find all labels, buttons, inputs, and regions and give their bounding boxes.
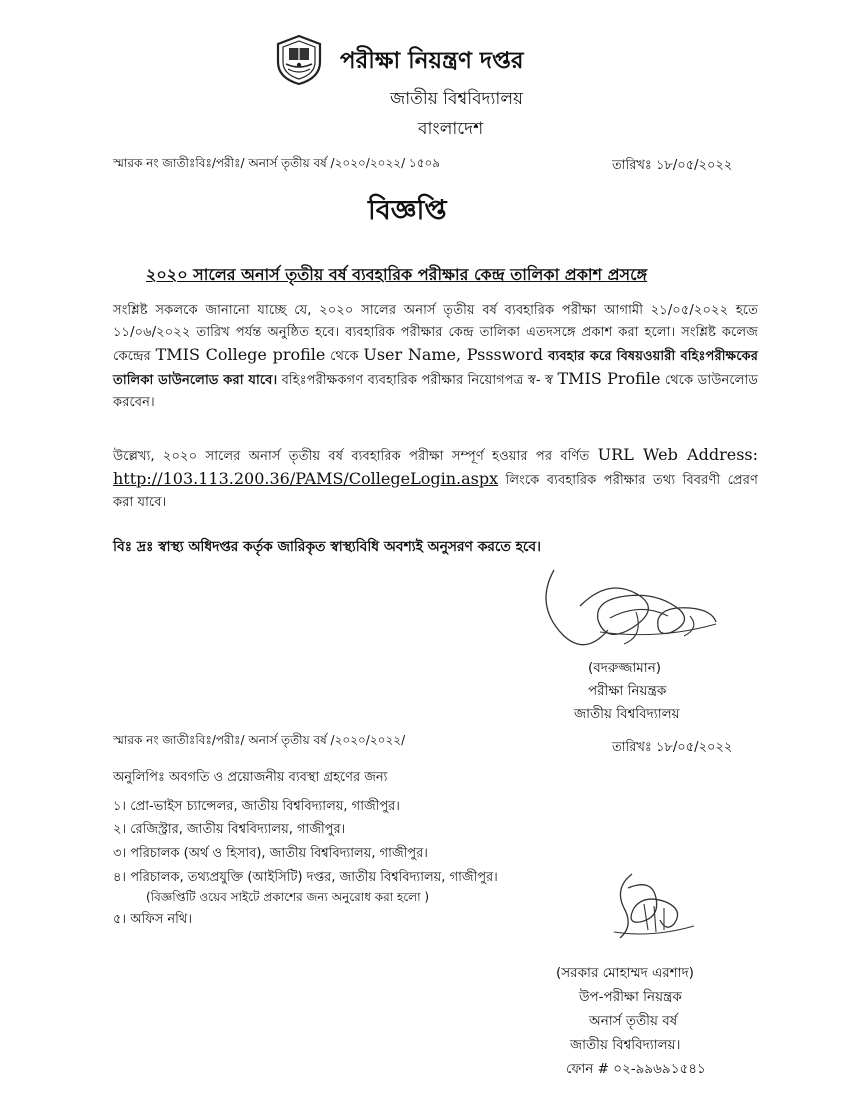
notice-paragraph-2: উল্লেখ্য, ২০২০ সালের অনার্স তৃতীয় বর্ষ ব্যবহারিক পরীক্ষা সম্পূর্ণ হওয়ার পর বর্ণিত URL Web Address: http://103.113.200.36/PAMS/CollegeLogin.aspx লিংকে ব্যবহারিক পরীক্ষার তথ্য বিবরণী প্রেরণ করা যাবে।: [113, 445, 759, 510]
notice-subject: ২০২০ সালের অনার্স তৃতীয় বর্ষ ব্যবহারিক পরীক্ষার কেন্দ্র তালিকা প্রকাশ প্রসঙ্গে: [146, 265, 648, 284]
cc-item: ৫। অফিস নথি।: [113, 912, 192, 927]
signature-icon: [604, 868, 700, 956]
cc-item: ৪। পরিচালক, তথ্যপ্রযুক্তি (আইসিটি) দপ্তর, জাতীয় বিশ্ববিদ্যালয়, গাজীপুর।: [113, 870, 498, 885]
cc-heading: অনুলিপিঃ অবগতি ও প্রয়োজনীয় ব্যবস্থা গ্রহণের জন্য: [113, 770, 388, 785]
memo-date: তারিখঃ ১৮/০৫/২০২২: [612, 158, 733, 173]
tmis-profile: TMIS Profile: [557, 369, 661, 388]
health-guideline-note: বিঃ দ্রঃ স্বাস্থ্য অধিদপ্তর কর্তৃক জারিকৃত স্বাস্থ্যবিধি অবশ্যই অনুসরণ করতে হবে।: [113, 539, 541, 555]
signatory2-phone: ফোন # ০২-৯৯৬৯১৫৪১: [566, 1061, 706, 1077]
cc-item: ৩। পরিচালক (অর্থ ও হিসাব), জাতীয় বিশ্ববিদ্যালয়, গাজীপুর।: [113, 846, 428, 861]
pams-college-login-link[interactable]: http://103.113.200.36/PAMS/CollegeLogin.aspx: [113, 469, 499, 488]
notice-title: বিজ্ঞপ্তি: [368, 195, 447, 226]
cc-item: ১। প্রো-ভাইস চ্যান্সেলর, জাতীয় বিশ্ববিদ্যালয়, গাজীপুর।: [113, 799, 400, 814]
signatory1-designation: পরীক্ষা নিয়ন্ত্রক: [588, 683, 667, 699]
university-name: জাতীয় বিশ্ববিদ্যালয়: [390, 89, 524, 109]
memo2-date: তারিখঃ ১৮/০৫/২০২২: [612, 740, 733, 755]
signatory2-designation: উপ-পরীক্ষা নিয়ন্ত্রক: [579, 989, 682, 1005]
office-title: পরীক্ষা নিয়ন্ত্রণ দপ্তর: [340, 48, 524, 74]
memo2-reference: স্মারক নং জাতীঃবিঃ/পরীঃ/ অনার্স তৃতীয় বর্ষ /২০২০/২০২২/: [113, 733, 406, 747]
notice-paragraph-1: সংশ্লিষ্ট সকলকে জানানো যাচ্ছে যে, ২০২০ সালের অনার্স তৃতীয় বর্ষ ব্যবহারিক পরীক্ষা আগামী ২১/০৫/২০২২ হতে ১১/০৬/২০২২ তারিখ পর্যন্ত অনুষ্ঠিত হবে। ব্যবহারিক পরীক্ষার কেন্দ্র তালিকা এতদসঙ্গে প্রকাশ করা হলো। সংশ্লিষ্ট কলেজ কেন্দ্রের TMIS College profile থেকে User Name, Psssword ব্যবহার করে বিষয়ওয়ারী বহিঃপরীক্ষকের তালিকা ডাউনলোড করা যাবে। বহিঃপরীক্ষকগণ ব্যবহারিক পরীক্ষার নিয়োগপত্র স্ব- স্ব TMIS Profile থেকে ডাউনলোড করবেন।: [113, 303, 758, 410]
cc-item-note: (বিজ্ঞপ্তিটি ওয়েব সাইটে প্রকাশের জন্য অনুরোধ করা হলো ): [146, 890, 430, 904]
tmis-college-profile: TMIS College profile: [155, 345, 326, 364]
signatory2-name: (সরকার মোহাম্মদ এরশাদ): [556, 965, 694, 981]
signatory1-institution: জাতীয় বিশ্ববিদ্যালয়: [574, 706, 680, 722]
credentials-text: User Name, Psssword: [363, 345, 543, 364]
university-seal-icon: [274, 34, 324, 86]
memo-reference: স্মারক নং জাতীঃবিঃ/পরীঃ/ অনার্স তৃতীয় বর্ষ /২০২০/২০২২/ ১৫০৯: [113, 156, 441, 170]
country-name: বাংলাদেশ: [418, 119, 484, 139]
signatory1-name: (বদরুজ্জামান): [588, 660, 662, 676]
cc-item: ২। রেজিস্ট্রার, জাতীয় বিশ্ববিদ্যালয়, গাজীপুর।: [113, 822, 346, 837]
signatory2-institution: জাতীয় বিশ্ববিদ্যালয়।: [570, 1037, 681, 1053]
signatory2-section: অনার্স তৃতীয় বর্ষ: [589, 1013, 678, 1029]
